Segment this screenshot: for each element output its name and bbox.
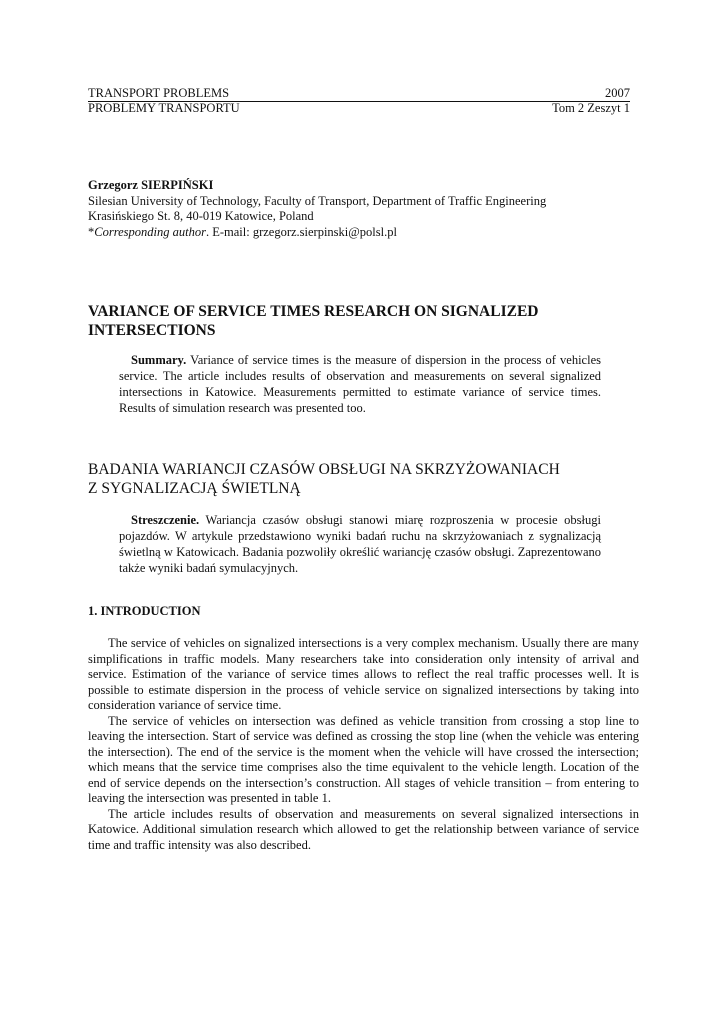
author-address: Krasińskiego St. 8, 40-019 Katowice, Poland xyxy=(88,209,314,223)
author-name: Grzegorz SIERPIŃSKI xyxy=(88,178,214,192)
title-en-line-2: INTERSECTIONS xyxy=(88,322,216,339)
journal-name-pl: PROBLEMY TRANSPORTU xyxy=(88,101,240,115)
title-pl-line-1: BADANIA WARIANCJI CZASÓW OBSŁUGI NA SKRZYŻOWANIACH xyxy=(88,461,560,478)
author-block xyxy=(88,178,648,240)
streszczenie-label: Streszczenie. xyxy=(131,513,200,527)
paragraph: The service of vehicles on signalized intersections is a very complex mechanism. Usually there are many simplifications in traffic models. Many researchers take into consideration only intensity of arrival and service. Estimation of the variance of service times allows to reflect the real traffic processes well. It is possible to estimate dispersion in the process of vehicle service on signalized intersections by taking into consideration variance of service time. xyxy=(88,636,639,712)
title-pl-line-2: Z SYGNALIZACJĄ ŚWIETLNĄ xyxy=(88,480,301,497)
paper-title-pl xyxy=(88,460,648,498)
paragraph: The service of vehicles on intersection was defined as vehicle transition from crossing a stop line to leaving the intersection. Start of service was defined as crossing the stop line (when the vehicle was entering the intersection). The end of the service is the moment when the vehicle will have crossed the intersection; which means that the service time comprises also the time equivalent to the vehicle length. Location of the end of service depends on the intersection’s construction. All stages of vehicle transition – from entering to leaving the intersection was presented in table 1. xyxy=(88,713,639,805)
paper-title-en xyxy=(88,302,648,340)
summary-block xyxy=(119,352,601,416)
summary-label: Summary. xyxy=(131,353,187,367)
introduction-body xyxy=(88,636,639,853)
summary-text: Variance of service times is the measure of dispersion in the process of vehicles service. The article includes results of observation and measurements on several signalized intersections in Katowice. Measurements permitted to estimate variance of service times. Results of simulation research was presented too. xyxy=(119,353,601,415)
journal-volume: Tom 2 Zeszyt 1 xyxy=(552,101,630,115)
paragraph: The article includes results of observation and measurements on several signalized intersections in Katowice. Additional simulation research which allowed to get the relationship between variance of service time and traffic intensity was also described. xyxy=(88,806,639,852)
author-email: . E-mail: grzegorz.sierpinski@polsl.pl xyxy=(205,224,397,239)
title-en-line-1: VARIANCE OF SERVICE TIMES RESEARCH ON SIGNALIZED xyxy=(88,303,539,320)
author-affiliation: Silesian University of Technology, Faculty of Transport, Department of Traffic Engineering xyxy=(88,193,547,208)
running-header-bottom xyxy=(88,101,630,116)
running-header-top xyxy=(88,86,630,102)
section-heading-introduction: 1. INTRODUCTION xyxy=(88,604,201,618)
journal-year: 2007 xyxy=(605,86,630,100)
corresponding-author xyxy=(88,225,648,241)
streszczenie-text: Wariancja czasów obsługi stanowi miarę rozproszenia w procesie obsługi pojazdów. W artykule przedstawiono wyniki badań ruchu na skrzyżowaniach z sygnalizacją świetlną w Katowicach. Badania pozwoliły określić wariancję czasów obsługi. Zaprezentowano także wyniki badań symulacyjnych. xyxy=(119,513,601,575)
corresponding-label: Corresponding author xyxy=(94,224,206,239)
streszczenie-block xyxy=(119,512,601,576)
corresponding-asterisk: * xyxy=(88,224,95,239)
journal-name-en: TRANSPORT PROBLEMS xyxy=(88,86,230,100)
